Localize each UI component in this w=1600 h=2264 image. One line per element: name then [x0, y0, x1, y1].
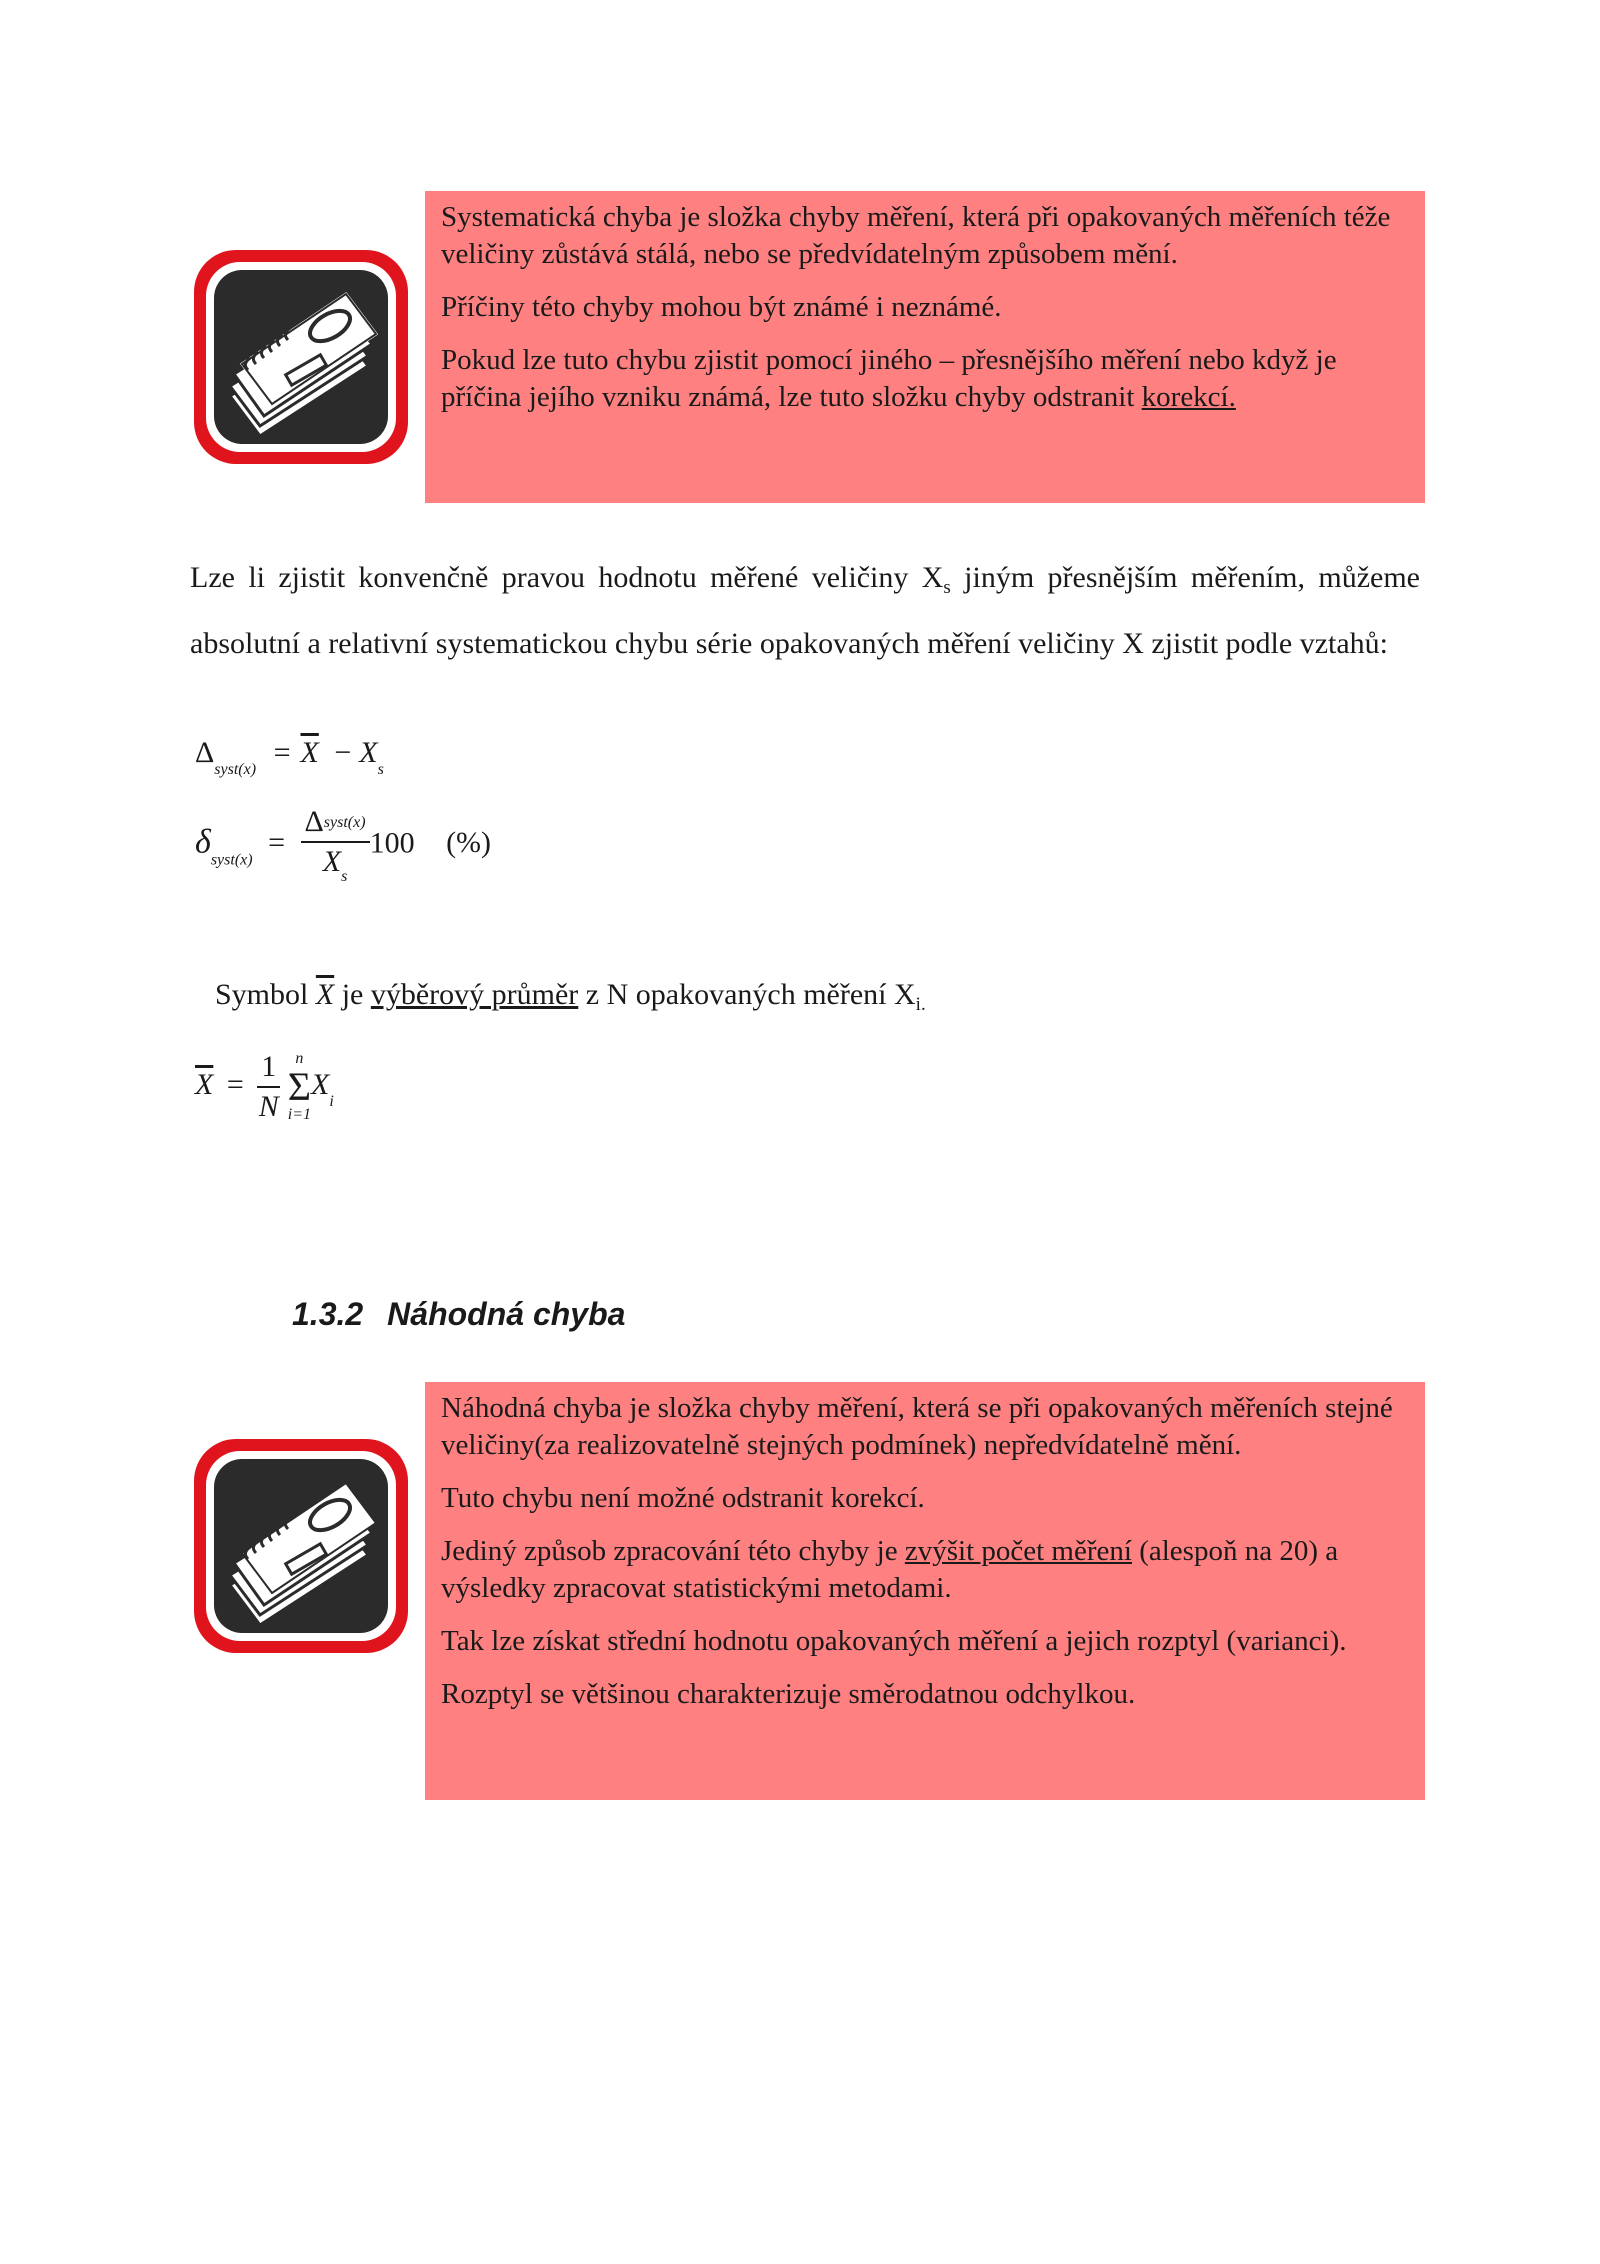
section-number: 1.3.2: [292, 1296, 364, 1332]
body-paragraph: [190, 550, 1420, 672]
mean-x-bar: $\overline{X}$: [195, 1067, 214, 1101]
box2-paragraph-3: [441, 1533, 1409, 1607]
box1-paragraph-2: Příčiny této chyby mohou být známé i neznámé.: [441, 291, 1002, 323]
symbol-subscript: i.: [915, 994, 926, 1015]
box1-paragraph-3: [441, 342, 1409, 416]
fraction-numerator: [301, 805, 370, 843]
symbol-x-bar: $\overline{X}$: [315, 978, 335, 1011]
mean-fraction: [257, 1050, 280, 1124]
numerator-subscript: syst(x): [323, 814, 366, 831]
vyberovy-prumer-link[interactable]: výběrový průměr: [370, 978, 579, 1011]
mean-x: X: [311, 1067, 330, 1101]
fraction: [301, 805, 370, 886]
equals-sign: =: [226, 1067, 244, 1101]
minus-sign: −: [334, 736, 352, 769]
paragraph-text-post: jiným přesnějším měřením, můžeme absolutní a relativní systematickou chybu série opakovaných měření veličiny X zjistit podle vztahů:: [190, 561, 1420, 660]
delta-symbol: Δ: [195, 736, 215, 769]
x-variable: X: [359, 736, 378, 769]
box2-paragraph-2: Tuto chybu není možné odstranit korekcí.: [441, 1482, 925, 1514]
box2-paragraph-1: Náhodná chyba je složka chyby měření, která se při opakovaných měřeních stejné veličiny(za realizovatelně stejných podmínek) nepředvídatelně mění.: [441, 1392, 1393, 1461]
box1-p3-text: Pokud lze tuto chybu zjistit pomocí jiného – přesnějšího měření nebo když je příčina jejího vzniku známá, lze tuto složku chyby odstranit: [441, 344, 1337, 413]
formula-relative-error: [195, 805, 491, 886]
mean-denominator: N: [258, 1090, 279, 1123]
equals-sign: =: [273, 736, 291, 769]
percent-unit: (%): [446, 826, 492, 860]
paragraph-subscript: s: [943, 577, 951, 598]
delta-subscript: syst(x): [214, 761, 257, 778]
x-subscript: s: [377, 761, 384, 778]
fraction-denominator: [301, 843, 370, 886]
denominator-subscript: s: [341, 868, 348, 885]
mean-x-subscript: i: [329, 1092, 334, 1110]
numerator-delta: Δ: [304, 805, 324, 838]
symbol-je: je: [334, 978, 371, 1011]
small-delta-subscript: syst(x): [210, 851, 253, 869]
definition-box-systematic: [425, 191, 1425, 503]
factor-100: 100: [369, 826, 415, 860]
denominator-x: X: [322, 845, 342, 878]
korekci-link[interactable]: korekcí.: [1141, 381, 1236, 413]
section-title: Náhodná chyba: [387, 1296, 626, 1332]
sum-symbol: Σ: [287, 1064, 312, 1109]
box1-paragraph-1: Systematická chyba je složka chyby měření, která při opakovaných měřeních téže veličiny zůstává stálá, nebo se předvídatelným způsobem mění.: [441, 201, 1391, 270]
equals-sign: =: [268, 826, 285, 860]
box2-p3-post: (alespoň na 20) a výsledky zpracovat statistickými metodami.: [441, 1535, 1339, 1604]
section-heading: [292, 1296, 625, 1333]
symbol-post-text: z N opakovaných měření X: [578, 978, 916, 1011]
formula-absolute-error: [195, 736, 384, 779]
symbol-line: [215, 978, 926, 1016]
small-delta-symbol: δ: [195, 823, 211, 861]
sum-block: [288, 1051, 311, 1123]
notebook-icon: [190, 246, 412, 468]
mean-numerator: 1: [257, 1050, 280, 1088]
notebook-icon: [190, 1435, 412, 1657]
box2-paragraph-4: Tak lze získat střední hodnotu opakovaných měření a jejich rozptyl (varianci).: [441, 1625, 1347, 1657]
box2-p3-pre: Jediný způsob zpracování této chyby je: [441, 1535, 905, 1567]
paragraph-text-pre: Lze li zjistit konvenčně pravou hodnotu měřené veličiny X: [190, 561, 944, 594]
x-bar: $\overline{X}$: [300, 736, 319, 769]
sum-lower: i=1: [287, 1106, 312, 1123]
definition-box-random: [425, 1382, 1425, 1800]
sum-upper: n: [295, 1050, 304, 1067]
box2-paragraph-5: Rozptyl se většinou charakterizuje směrodatnou odchylkou.: [441, 1678, 1136, 1710]
zvysit-pocet-mereni-link[interactable]: zvýšit počet měření: [904, 1535, 1132, 1567]
formula-mean: [195, 1050, 334, 1124]
symbol-text: Symbol: [215, 978, 316, 1011]
